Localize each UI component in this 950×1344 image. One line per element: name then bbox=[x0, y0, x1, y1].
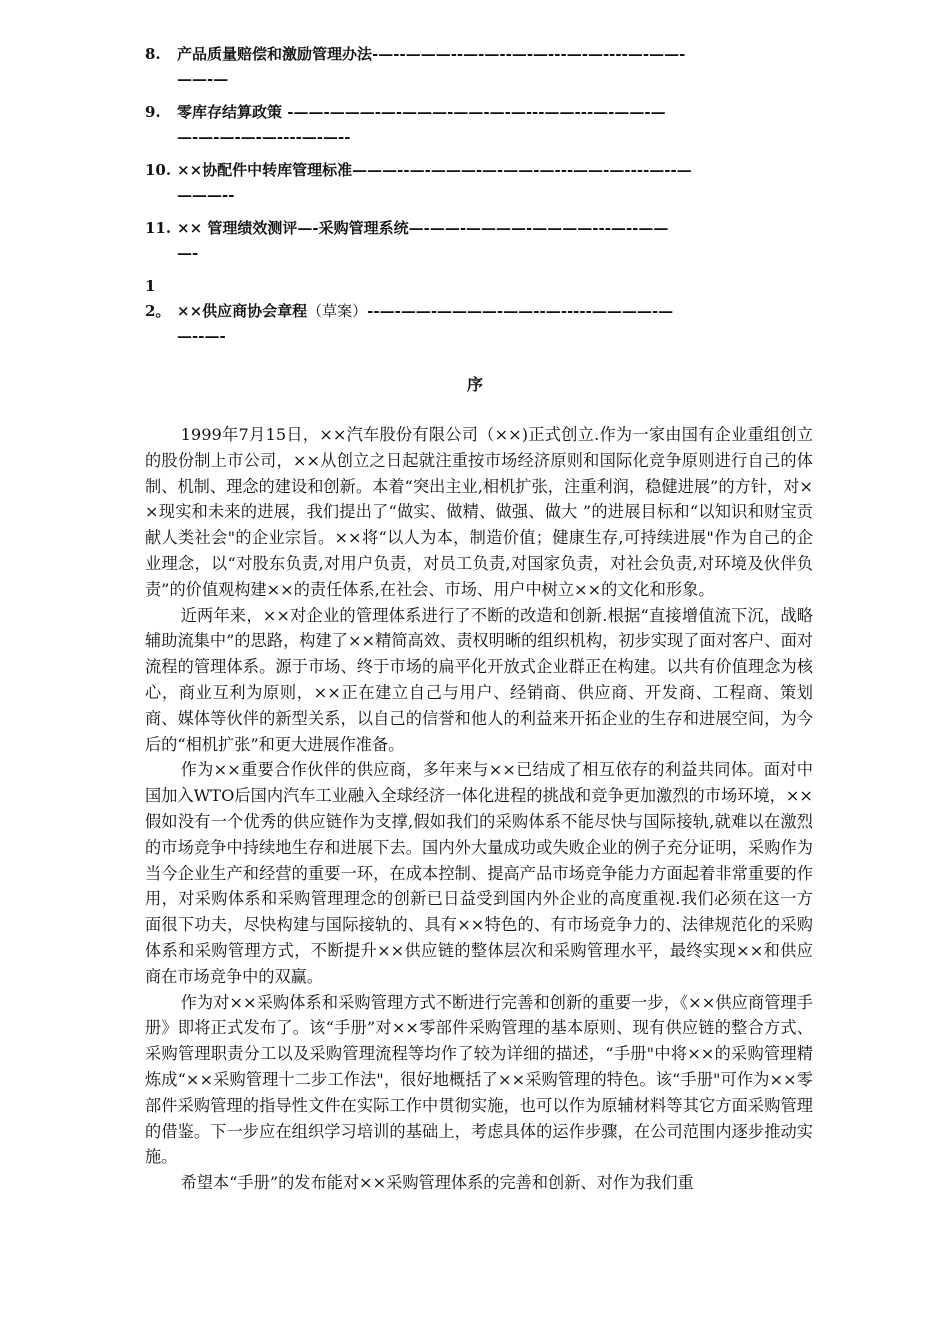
paragraph: 希望本“手册”的发布能对××采购管理体系的完善和创新、对作为我们重 bbox=[180, 1173, 694, 1193]
toc-leader: -——-———-—-———-——-—-—---——---—-——-— bbox=[282, 103, 666, 121]
toc-title: ××协配件中转库管理标准 bbox=[177, 161, 353, 179]
toc-leader: --—-——-————-——--—-----————-— bbox=[367, 302, 674, 320]
toc-leader-continued: ——-— bbox=[177, 70, 229, 88]
toc-leader-continued: —- bbox=[177, 244, 199, 262]
paragraph: 作为对××采购体系和采购管理方式不断进行完善和创新的重要一步，《××供应商管理手册》即将正式发布了。该“手册”对××零部件采购管理的基本原则、现有供应链的整合方式、采购管理职责分工以及采购管理流程等均作了较为详细的描述，“手册"中将××的采购管理精炼成“××采购管理十二步工作法"，很好地概括了××采购管理的特色。该“手册"可作为××零部件采购管理的指导性文件在实际工作中贯彻实施，也可以作为原辅材料等其它方面采购管理的借鉴。下一步应在组织学习培训的基础上，考虑具体的运作步骤，在公司范围内逐步推动实施。 bbox=[145, 992, 813, 1167]
toc-leader-continued: ———-- bbox=[177, 186, 235, 204]
toc-entry-12[interactable] bbox=[145, 274, 815, 349]
toc-title: 零库存结算政策 bbox=[177, 103, 283, 121]
paragraph: 作为××重要合作伙伴的供应商，多年来与××已结成了相互依存的利益共同体。面对中国加入WTO后国内汽车工业融入全球经济一体化进程的挑战和竞争更加激烈的市场环境，××假如没有一个优秀的供应链作为支撑,假如我们的采购体系不能尽快与国际接轨,就难以在激烈的市场竞争中持续地生存和进展下去。国内外大量成功或失败企业的例子充分证明，采购作为当今企业生产和经营的重要一环，在成本控制、提高产品市场竞争能力方面起着非常重要的作用，对采购体系和采购管理理念的创新已日益受到国内外企业的高度重视.我们必须在这一方面很下功夫，尽快构建与国际接轨的、具有××特色的、有市场竞争力的、法律规范化的采购体系和采购管理方式，不断提升××供应链的整体层次和采购管理水平，最终实现××和供应商在市场竞争中的双赢。 bbox=[145, 760, 813, 986]
toc-title: ××供应商协会章程 bbox=[177, 302, 308, 320]
section-heading: 序 bbox=[466, 375, 483, 394]
paragraph: 1999年7月15日，××汽车股份有限公司（××)正式创立.作为一家由国有企业重组创立的股份制上市公司，××从创立之日起就注重按市场经济原则和国际化竞争原则进行自己的体制、机制、理念的建设和创新。本着“突出主业,相机扩张，注重利润，稳健进展”的方针，对××现实和未来的进展，我们提出了“做实、做精、做强、做大 ”的进展目标和“以知识和财宝贡献人类社会"的企业宗旨。××将“以人为本，制造价值；健康生存,可持续进展"作为自己的企业理念，以“对股东负责,对用户负责，对员工负责,对国家负责，对社会负责,对环境及伙伴负责”的价值观构建××的责任体系,在社会、市场、用户中树立××的文化和形象。 bbox=[145, 425, 813, 599]
toc-entry-11[interactable] bbox=[145, 216, 815, 266]
toc-leader: ———--—-———-—-——-—---——-—----—--— bbox=[352, 161, 692, 179]
toc-leader: —-——-————-————---—--—— bbox=[408, 219, 669, 237]
toc-entry-10[interactable] bbox=[145, 158, 815, 208]
toc-number: 11. bbox=[145, 219, 172, 237]
toc-entry-9[interactable] bbox=[145, 100, 815, 150]
toc-leader-continued: —-—-—-—-—----—-—-- bbox=[177, 128, 351, 146]
toc-entry-8[interactable] bbox=[145, 42, 815, 92]
toc-number: 8. bbox=[145, 45, 161, 63]
toc-title: ×× 管理绩效测评—-采购管理系统 bbox=[177, 219, 409, 237]
table-of-contents bbox=[145, 42, 815, 357]
toc-leader: -—--———--—-—--—-—---—-—----—-——- bbox=[372, 45, 686, 63]
toc-number: 10. bbox=[145, 161, 172, 179]
toc-number: 9. bbox=[145, 103, 161, 121]
paragraph: 近两年来，××对企业的管理体系进行了不断的改造和创新.根据“直接增值流下沉，战略辅助流集中”的思路，构建了××精简高效、责权明晰的组织机构，初步实现了面对客户、面对流程的管理体系。源于市场、终于市场的扁平化开放式企业群正在构建。以共有价值理念为核心，商业互利为原则，××正在建立自己与用户、经销商、供应商、开发商、工程商、策划商、媒体等伙伴的新型关系，以自己的信誉和他人的利益来开拓企业的生存和进展空间，为今后的“相机扩张”和更大进展作准备。 bbox=[145, 605, 813, 754]
toc-note: （草案） bbox=[307, 302, 368, 320]
toc-leader-continued: —--—- bbox=[177, 327, 226, 345]
toc-title: 产品质量赔偿和激励管理办法 bbox=[177, 45, 373, 63]
toc-number: 12。 bbox=[145, 277, 171, 320]
preface-body bbox=[145, 422, 813, 1196]
